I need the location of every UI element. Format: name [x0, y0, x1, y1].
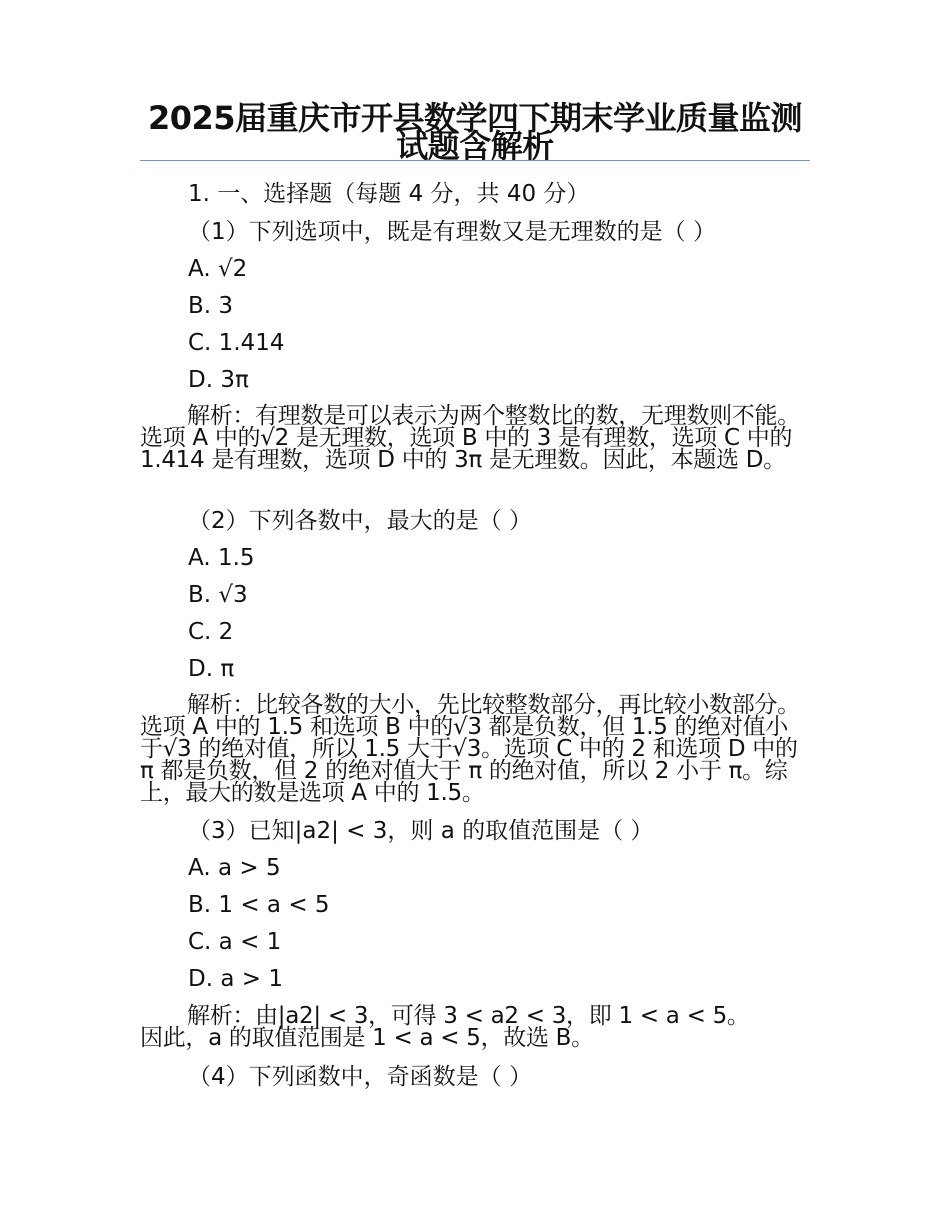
question-3-option-b: B. 1 < a < 5	[188, 892, 330, 918]
question-2-option-d: D. π	[188, 656, 235, 682]
question-3-option-d: D. a > 1	[188, 966, 283, 992]
question-2-option-c: C. 2	[188, 619, 234, 645]
question-1-option-d: D. 3π	[188, 367, 249, 393]
question-4-stem: （4）下列函数中，奇函数是（ ）	[188, 1064, 532, 1090]
question-2-analysis: 解析：比较各数的大小，先比较整数部分，再比较小数部分。选项 A 中的 1.5 和选项 B 中的√3 都是负数，但 1.5 的绝对值小于√3 的绝对值，所以 1.5 大于√3。选项 C 中的 2 和选项 D 中的 π 都是负数，但 2 的绝对值大于 π 的绝对值，所以 2 小于 π。综上，最大的数是选项 A 中的 1.5。	[140, 692, 800, 806]
question-1-analysis: 解析：有理数是可以表示为两个整数比的数，无理数则不能。选项 A 中的√2 是无理数，选项 B 中的 3 是有理数，选项 C 中的 1.414 是有理数，选项 D 中的 3π 是无理数。因此，本题选 D。	[140, 403, 800, 473]
title-divider	[140, 160, 810, 161]
question-3-option-a: A. a > 5	[188, 855, 281, 881]
question-1-option-b: B. 3	[188, 293, 234, 319]
question-2-stem: （2）下列各数中，最大的是（ ）	[188, 508, 532, 534]
question-3-analysis: 解析：由|a2| < 3，可得 3 < a2 < 3，即 1 < a < 5。因此，a 的取值范围是 1 < a < 5，故选 B。	[140, 1003, 750, 1051]
question-1-option-c: C. 1.414	[188, 330, 285, 356]
question-1-option-a: A. √2	[188, 256, 248, 282]
question-3-stem: （3）已知|a2| < 3，则 a 的取值范围是（ ）	[188, 818, 654, 844]
question-1-stem: （1）下列选项中，既是有理数又是无理数的是（ ）	[188, 219, 716, 245]
question-3-option-c: C. a < 1	[188, 929, 282, 955]
question-2-option-b: B. √3	[188, 582, 248, 608]
document-title: 2025届重庆市开县数学四下期末学业质量监测试题含解析	[147, 99, 803, 165]
question-2-option-a: A. 1.5	[188, 545, 255, 571]
section-heading: 1. 一、选择题（每题 4 分，共 40 分）	[188, 181, 590, 207]
